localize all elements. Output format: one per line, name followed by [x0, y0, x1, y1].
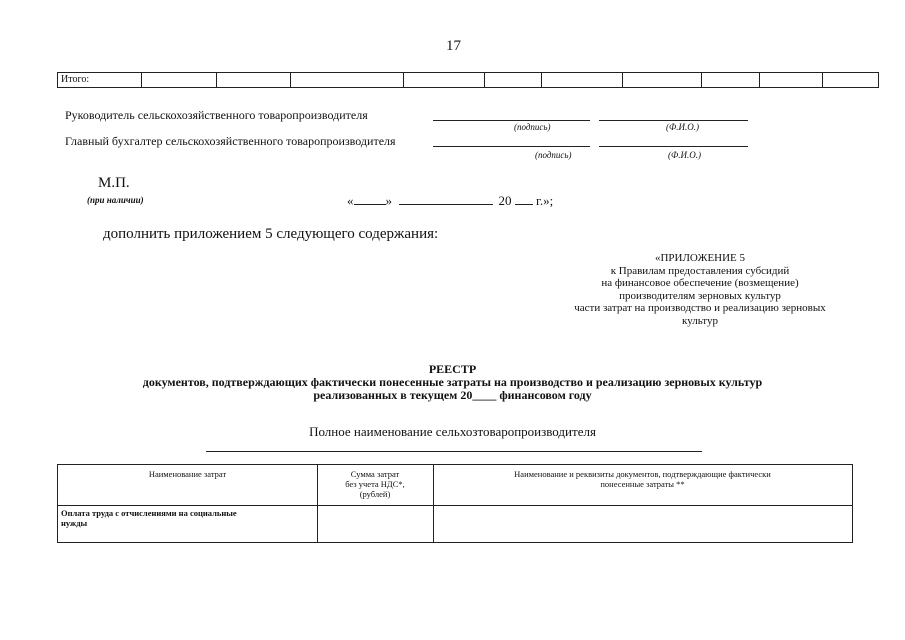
head-signature-hint: (подпись): [514, 122, 551, 132]
table-cell-divider: [141, 73, 142, 87]
supplement-text: дополнить приложением 5 следующего содержания:: [103, 226, 439, 242]
page-number: 17: [446, 38, 461, 54]
column-header-documents-line: Наименование и реквизиты документов, подтверждающие фактически: [514, 469, 771, 479]
stamp-hint: (при наличии): [87, 195, 144, 205]
registry-title: РЕЕСТР: [428, 362, 477, 376]
producer-name-label: Полное наименование сельхозтоваропроизводителя: [309, 424, 596, 439]
cost-name-cell: нужды: [61, 518, 88, 528]
date-open-quote: «: [347, 193, 354, 208]
column-header-amount-line: Сумма затрат: [350, 469, 400, 479]
table-cell-divider: [290, 73, 291, 87]
table-cell-divider: [484, 73, 485, 87]
date-line: [347, 193, 553, 209]
registry-subtitle-year: реализованных в текущем 20____ финансовом году: [313, 388, 592, 402]
appendix-line: части затрат на производство и реализацию зерновых: [574, 302, 826, 314]
appendix-line: «ПРИЛОЖЕНИЕ 5: [654, 252, 746, 264]
head-signature-line: [433, 120, 590, 121]
registry-title-block: [0, 363, 905, 402]
total-label: Итого:: [61, 74, 90, 85]
appendix-line: культур: [682, 314, 718, 327]
column-header-amount: [317, 469, 433, 499]
total-row-table: [57, 72, 879, 88]
head-name-hint: (Ф.И.О.): [666, 122, 699, 132]
column-header-amount-line: (рублей): [359, 489, 391, 499]
date-month-blank: [399, 194, 493, 205]
appendix-line: на финансовое обеспечение (возмещение): [601, 277, 799, 289]
column-header-documents-line: понесенные затраты **: [600, 479, 685, 489]
table-row: [61, 508, 315, 528]
appendix-line: производителям зерновых культур: [619, 289, 781, 302]
registry-subtitle: документов, подтверждающих фактически понесенные затраты на производство и реализацию зерновых культур: [142, 375, 763, 389]
head-signature-label: Руководитель сельскохозяйственного товаропроизводителя: [65, 108, 368, 122]
date-year-blank: [515, 194, 533, 205]
column-header-amount-line: без учета НДС*,: [345, 479, 405, 489]
cost-name-cell: Оплата труда с отчислениями на социальные: [61, 508, 237, 518]
table-cell-divider: [216, 73, 217, 87]
accountant-signature-label: Главный бухгалтер сельскохозяйственного товаропроизводителя: [65, 134, 396, 148]
table-header-divider: [58, 505, 852, 506]
table-cell-divider: [701, 73, 702, 87]
table-cell-divider: [403, 73, 404, 87]
accountant-signature-hint: (подпись): [535, 150, 572, 160]
column-header-cost-name: Наименование затрат: [148, 469, 227, 479]
accountant-name-hint: (Ф.И.О.): [668, 150, 701, 160]
date-close-quote: »: [385, 193, 392, 208]
cost-table: [57, 464, 853, 543]
table-cell-divider: [822, 73, 823, 87]
producer-name-line: [206, 451, 702, 452]
accountant-name-line: [599, 146, 748, 147]
date-year-prefix: 20: [498, 193, 512, 208]
table-cell-divider: [759, 73, 760, 87]
column-header-documents: [433, 469, 852, 489]
stamp-label: М.П.: [98, 175, 130, 191]
appendix-line: к Правилам предоставления субсидий: [610, 264, 790, 277]
accountant-signature-line: [433, 146, 590, 147]
head-name-line: [599, 120, 748, 121]
appendix-header: [540, 252, 860, 327]
date-day-blank: [354, 194, 386, 205]
table-cell-divider: [541, 73, 542, 87]
table-cell-divider: [622, 73, 623, 87]
date-year-suffix: г.»;: [536, 193, 554, 208]
